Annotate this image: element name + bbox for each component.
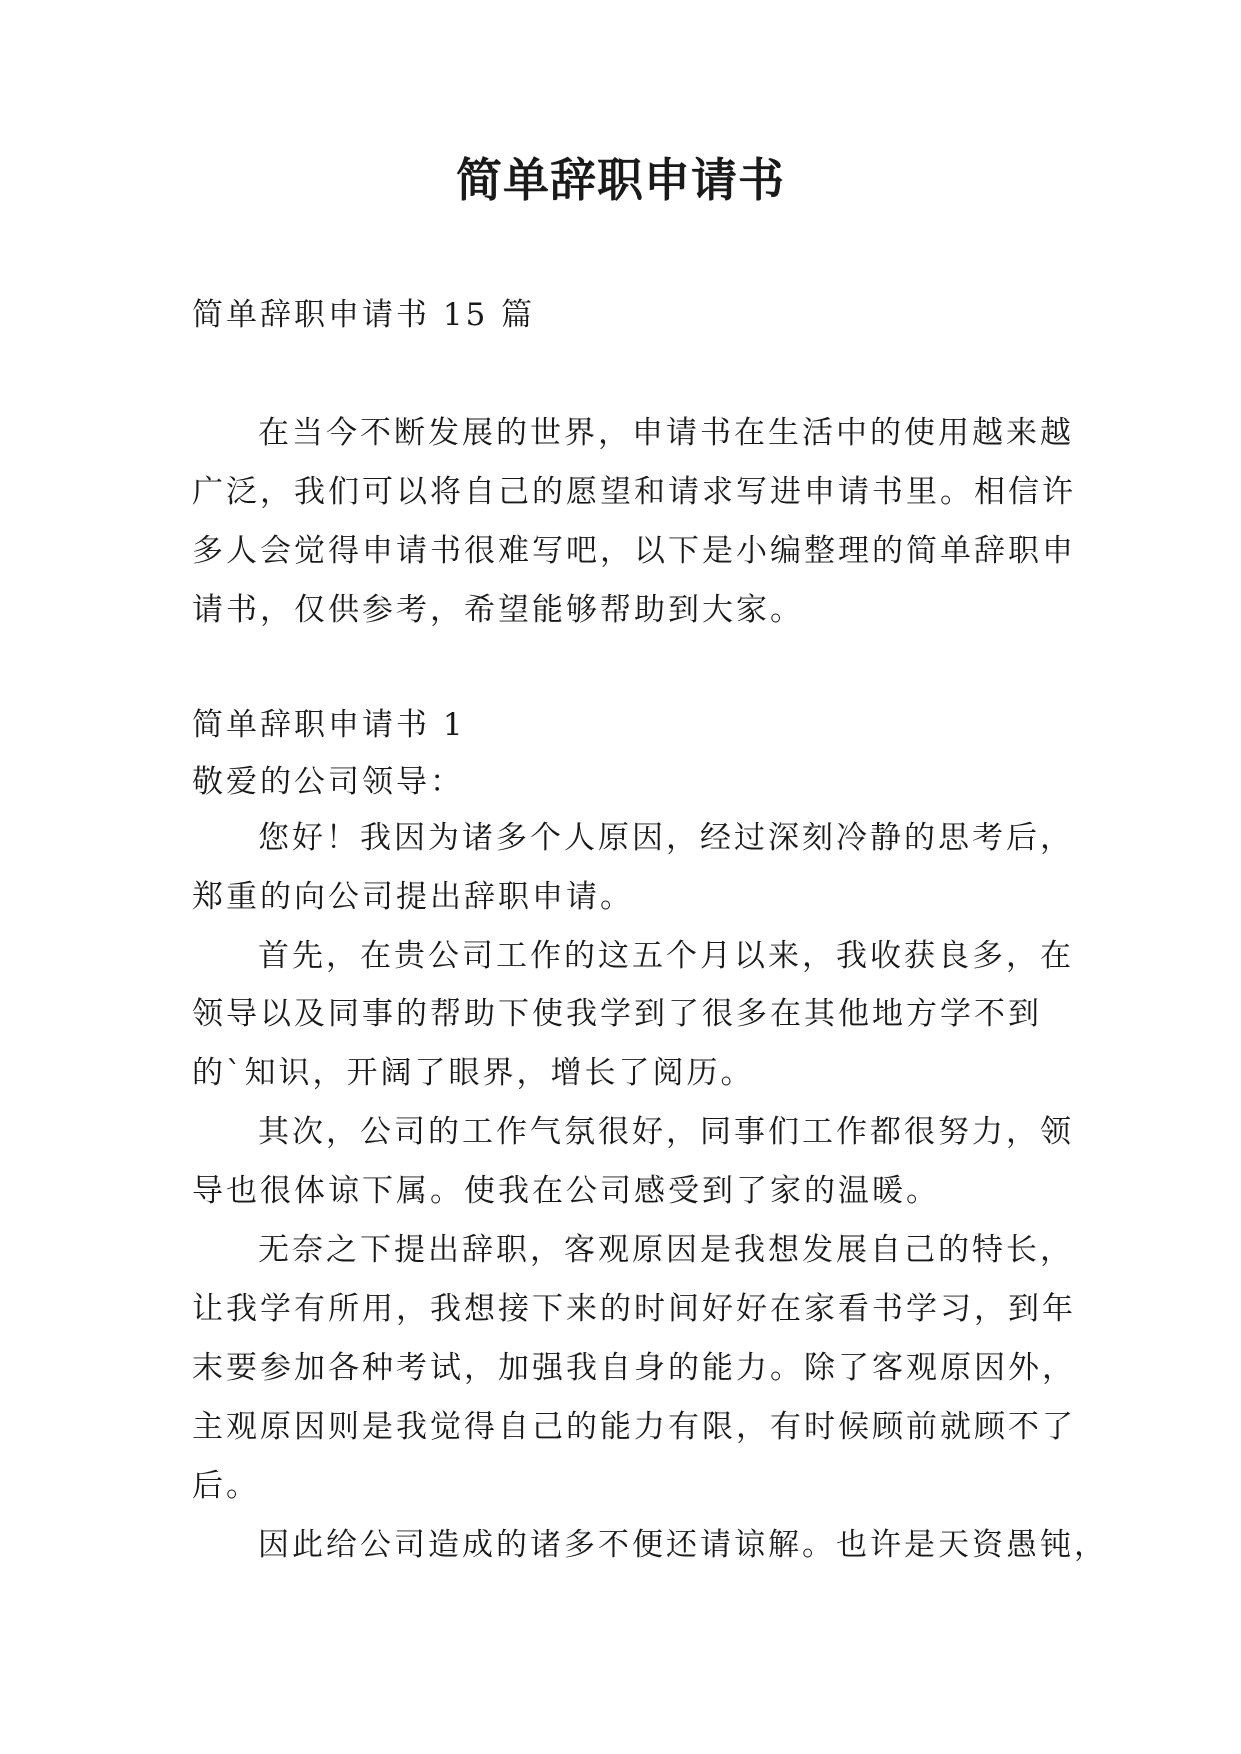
body-line-5: 的`知识，开阔了眼界，增长了阅历。 bbox=[192, 1055, 755, 1091]
intro-line-1: 在当今不断发展的世界，申请书在生活中的使用越来越 bbox=[258, 415, 1074, 451]
body-line-7: 导也很体谅下属。使我在公司感受到了家的温暖。 bbox=[192, 1173, 940, 1209]
intro-line-4: 请书，仅供参考，希望能够帮助到大家。 bbox=[192, 592, 804, 628]
body-line-8: 无奈之下提出辞职，客观原因是我想发展自己的特长， bbox=[258, 1232, 1074, 1268]
intro-line-2: 广泛，我们可以将自己的愿望和请求写进申请书里。相信许 bbox=[192, 474, 1076, 510]
subtitle-line: 简单辞职申请书 15 篇 bbox=[192, 297, 536, 333]
body-line-1: 您好！我因为诸多个人原因，经过深刻冷静的思考后， bbox=[258, 820, 1074, 856]
body-line-10: 末要参加各种考试，加强我自身的能力。除了客观原因外， bbox=[192, 1350, 1076, 1386]
body-line-13: 因此给公司造成的诸多不便还请谅解。也许是天资愚钝， bbox=[258, 1527, 1108, 1563]
body-line-11: 主观原因则是我觉得自己的能力有限，有时候顾前就顾不了 bbox=[192, 1409, 1076, 1445]
body-line-3: 首先，在贵公司工作的这五个月以来，我收获良多，在 bbox=[258, 938, 1074, 974]
section-heading: 简单辞职申请书 1 bbox=[192, 707, 466, 743]
body-line-12: 后。 bbox=[192, 1468, 260, 1504]
document-title: 简单辞职申请书 bbox=[456, 153, 785, 207]
salutation: 敬爱的公司领导： bbox=[192, 764, 464, 800]
body-line-4: 领导以及同事的帮助下使我学到了很多在其他地方学不到 bbox=[192, 996, 1042, 1032]
body-line-2: 郑重的向公司提出辞职申请。 bbox=[192, 879, 634, 915]
intro-line-3: 多人会觉得申请书很难写吧，以下是小编整理的简单辞职申 bbox=[192, 533, 1076, 569]
body-line-9: 让我学有所用，我想接下来的时间好好在家看书学习，到年 bbox=[192, 1291, 1076, 1327]
body-line-6: 其次，公司的工作气氛很好，同事们工作都很努力，领 bbox=[258, 1114, 1074, 1150]
